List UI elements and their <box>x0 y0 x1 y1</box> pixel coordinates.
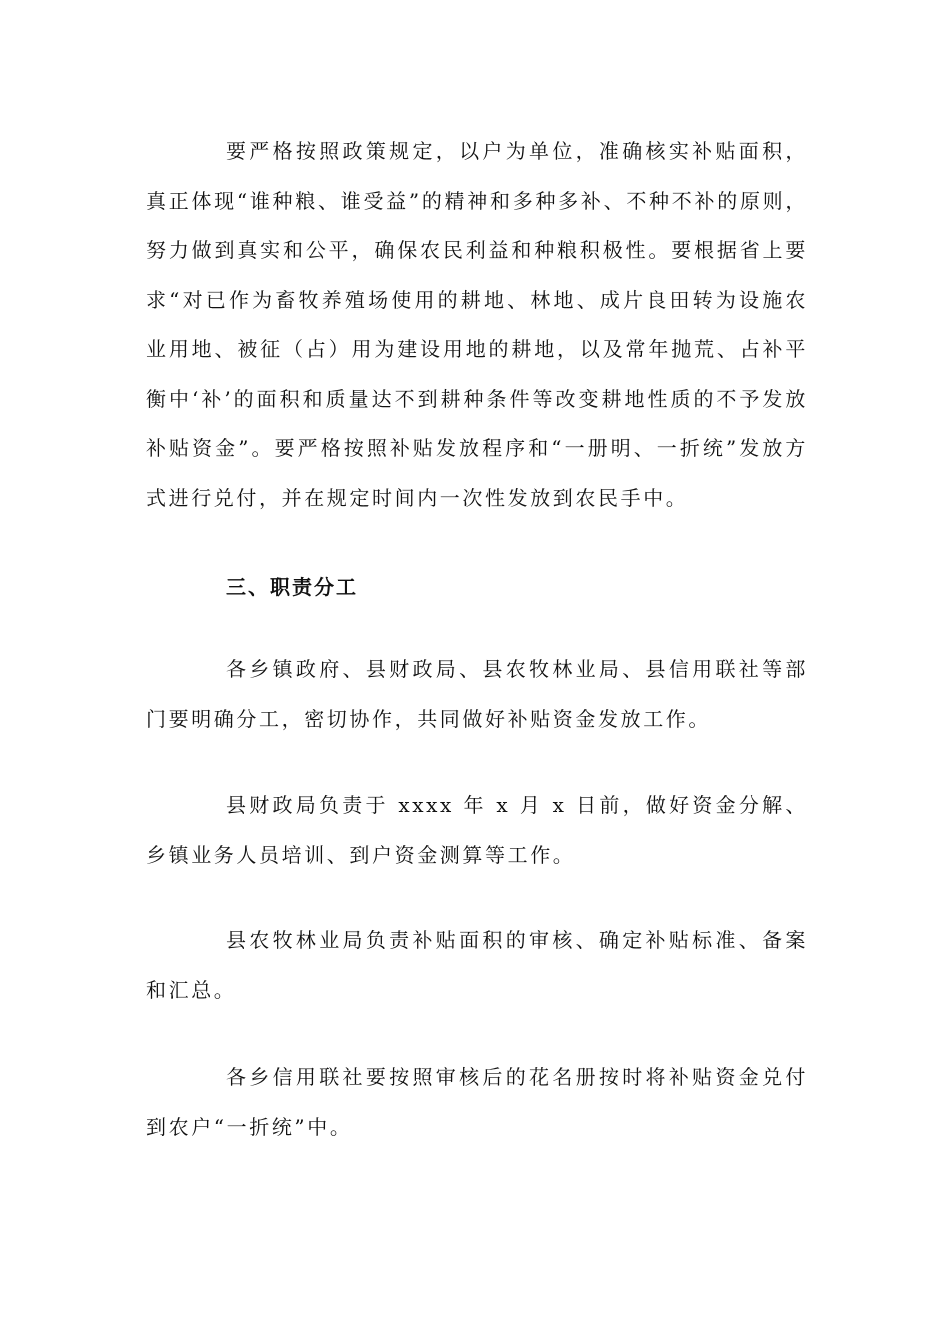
body-paragraph: 县财政局负责于 xxxx 年 x 月 x 日前，做好资金分解、乡镇业务人员培训、到户资金测算等工作。 <box>146 793 808 867</box>
body-paragraph: 各乡镇政府、县财政局、县农牧林业局、县信用联社等部门要明确分工，密切协作，共同做好补贴资金发放工作。 <box>146 657 808 731</box>
body-paragraph: 各乡信用联社要按照审核后的花名册按时将补贴资金兑付到农户“一折统”中。 <box>146 1065 808 1139</box>
section-heading: 三、职责分工 <box>226 575 358 599</box>
body-paragraph: 县农牧林业局负责补贴面积的审核、确定补贴标准、备案和汇总。 <box>146 928 808 1002</box>
body-paragraph: 要严格按照政策规定，以户为单位，准确核实补贴面积，真正体现“谁种粮、谁受益”的精神和多种多补、不种不补的原则，努力做到真实和公平，确保农民利益和种粮积极性。要根据省上要求“对已作为畜牧养殖场使用的耕地、林地、成片良田转为设施农业用地、被征（占）用为建设用地的耕地，以及常年抛荒、占补平衡中‘补’的面积和质量达不到耕种条件等改变耕地性质的不予发放补贴资金”。要严格按照补贴发放程序和“一册明、一折统”发放方式进行兑付，并在规定时间内一次性发放到农民手中。 <box>146 139 808 510</box>
